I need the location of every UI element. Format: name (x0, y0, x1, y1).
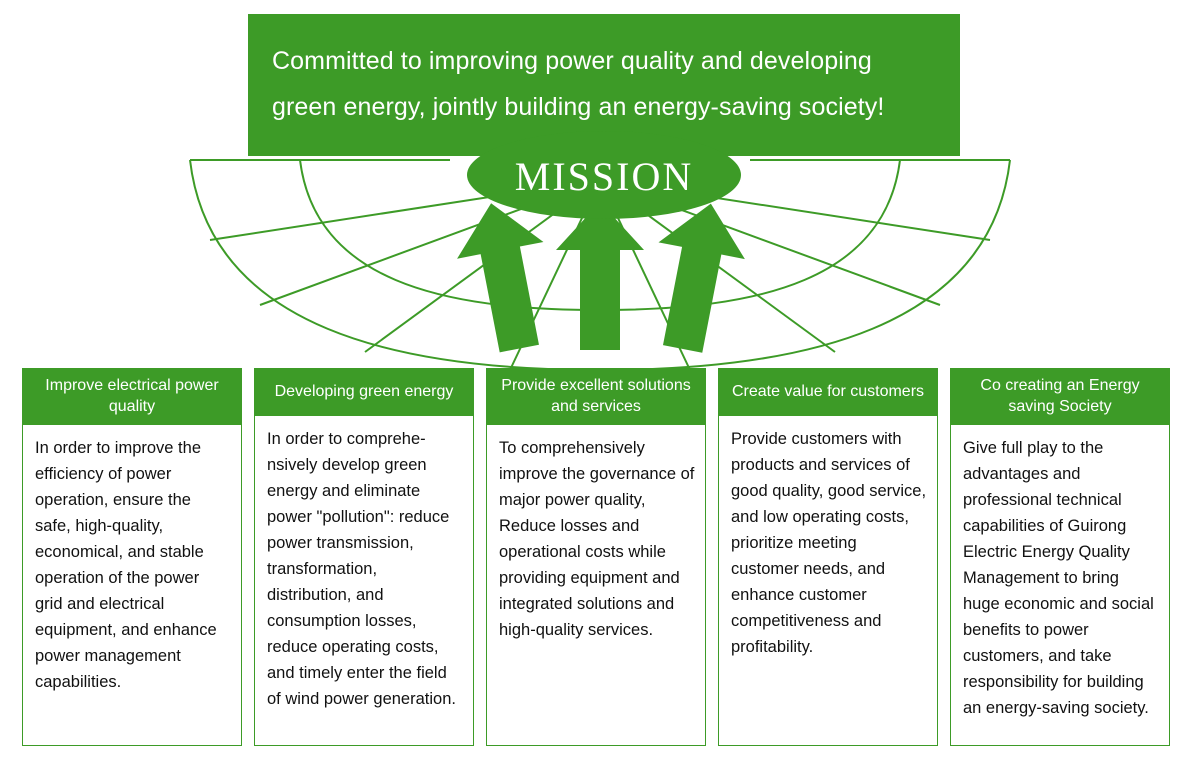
upward-arrow-icon (448, 195, 754, 357)
banner-line-2: green energy, jointly building an energy-saving society! (272, 93, 885, 121)
pillar-title-4: Create value for customers (718, 368, 938, 416)
mission-label: MISSION (514, 154, 694, 199)
banner-line-1: Committed to improving power quality and developing (272, 47, 872, 75)
pillar-column-1 (22, 368, 242, 746)
pillar-title-3: Provide excellent solutions and services (486, 368, 706, 425)
pillar-column-4 (718, 368, 938, 746)
pillar-column-2 (254, 368, 474, 746)
pillar-body-5: Give full play to the advantages and professional technical capabilities of Guirong Electric Energy Quality Management to bring huge economic and social benefits to power customers, and take responsibility for building an energy-saving society. (950, 425, 1170, 746)
pillar-column-5 (950, 368, 1170, 746)
pillar-body-2: In order to comprehe-nsively develop green energy and eliminate power "pollution": reduce power transmission, transformation, distribution, and consumption losses, reduce operating costs, and timely enter the field of wind power generation. (254, 416, 474, 746)
pillar-column-3 (486, 368, 706, 746)
pillar-columns (22, 368, 1178, 746)
mission-ellipse (467, 131, 741, 219)
pillar-body-3: To comprehensively improve the governance of major power quality, Reduce losses and operational costs while providing equipment and integrated solutions and high-quality services. (486, 425, 706, 746)
pillar-title-1: Improve electrical power quality (22, 368, 242, 425)
pillar-title-2: Developing green energy (254, 368, 474, 416)
pillar-title-5: Co creating an Energy saving Society (950, 368, 1170, 425)
pillar-body-1: In order to improve the efficiency of power operation, ensure the safe, high-quality, economical, and stable operation of the power grid and electrical equipment, and enhance power management capabilities. (22, 425, 242, 746)
pillar-body-4: Provide customers with products and services of good quality, good service, and low operating costs, prioritize meeting customer needs, and enhance customer competitiveness and profitability. (718, 416, 938, 746)
